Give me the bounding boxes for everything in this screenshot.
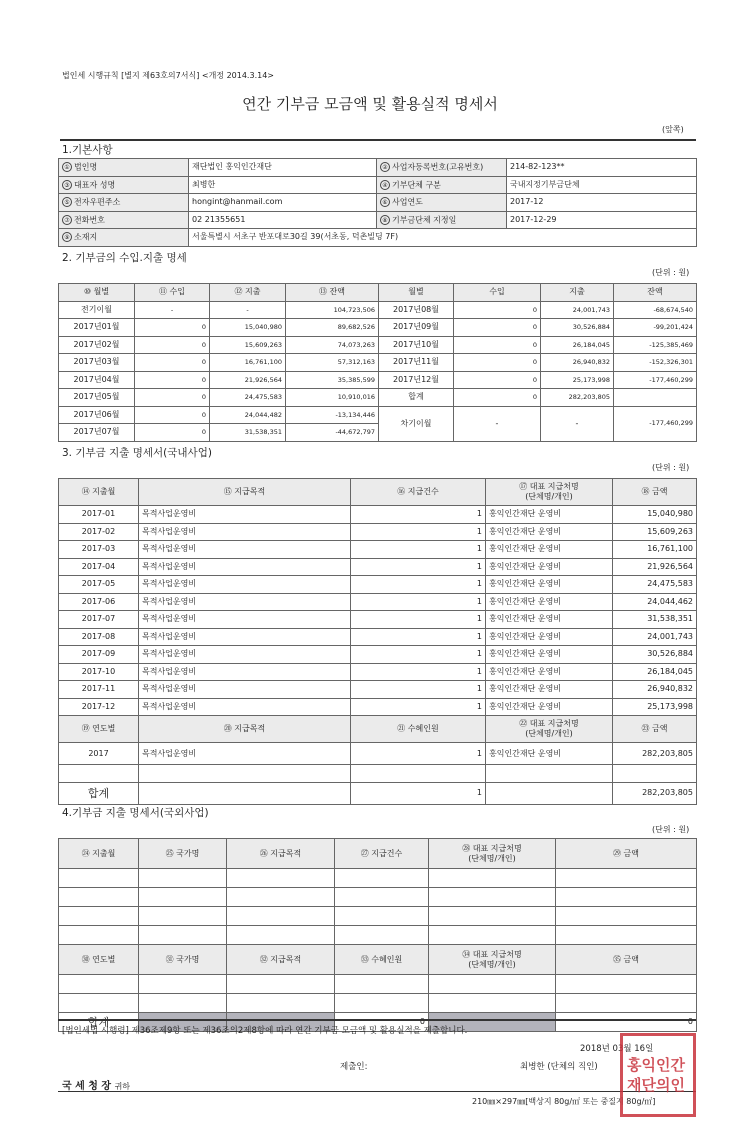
month-cell: 2017-12 bbox=[59, 698, 139, 716]
expense-cell: 26,184,045 bbox=[541, 336, 614, 354]
count-cell: 1 bbox=[351, 558, 486, 576]
count-cell: 1 bbox=[351, 541, 486, 559]
info-label: ③ 대표자 성명 bbox=[59, 176, 189, 194]
count-cell: 1 bbox=[351, 663, 486, 681]
empty-cell bbox=[335, 907, 429, 926]
empty-cell bbox=[613, 765, 697, 783]
total-count: 0 bbox=[335, 1013, 429, 1032]
empty-cell bbox=[335, 926, 429, 945]
info-value: 2017-12-29 bbox=[507, 211, 697, 229]
income-cell: 0 bbox=[454, 319, 541, 337]
recipient-cell: 홍익인간재단 운영비 bbox=[486, 681, 613, 699]
empty-cell bbox=[227, 907, 335, 926]
month-cell: 2017년11월 bbox=[379, 354, 454, 372]
month-cell: 전기이월 bbox=[59, 301, 135, 319]
purpose-cell: 목적사업운영비 bbox=[139, 506, 351, 524]
table-row bbox=[59, 663, 697, 681]
empty-cell bbox=[486, 782, 613, 804]
empty-cell bbox=[227, 975, 335, 994]
count-cell: 1 bbox=[351, 506, 486, 524]
income-cell: - bbox=[135, 301, 210, 319]
month-cell: 2017년07월 bbox=[59, 424, 135, 442]
month-cell: 2017-04 bbox=[59, 558, 139, 576]
income-cell: 0 bbox=[135, 336, 210, 354]
carryover-income: - bbox=[454, 406, 541, 441]
month-cell: 2017년06월 bbox=[59, 406, 135, 424]
month-cell: 2017-05 bbox=[59, 576, 139, 594]
column-header: ⑭ 지출월 bbox=[59, 479, 139, 506]
count-cell: 1 bbox=[351, 646, 486, 664]
empty-cell bbox=[59, 765, 139, 783]
column-header: ㉚ 연도별 bbox=[59, 945, 139, 975]
info-label: ① 법인명 bbox=[59, 159, 189, 177]
info-value: 214-82-123** bbox=[507, 159, 697, 177]
table-row bbox=[59, 681, 697, 699]
month-cell: 2017-11 bbox=[59, 681, 139, 699]
empty-cell bbox=[139, 888, 227, 907]
count-cell: 1 bbox=[351, 743, 486, 765]
empty-cell bbox=[335, 888, 429, 907]
empty-cell bbox=[139, 926, 227, 945]
balance-cell: 10,910,016 bbox=[286, 389, 379, 407]
month-cell: 2017년03월 bbox=[59, 354, 135, 372]
empty-cell bbox=[429, 994, 556, 1013]
income-cell: 0 bbox=[454, 389, 541, 407]
table-row bbox=[59, 406, 697, 424]
empty-cell bbox=[59, 975, 139, 994]
balance-cell: 35,385,599 bbox=[286, 371, 379, 389]
count-cell: 1 bbox=[351, 681, 486, 699]
info-value: 재단법인 홍익인간재단 bbox=[189, 159, 377, 177]
expense-cell: 31,538,351 bbox=[210, 424, 286, 442]
submission-statement: [법인세법 시행령] 제36조제9항 또는 제36조의2제8항에 따라 연간 기부금 모금액 및 활용실적을 제출합니다. bbox=[62, 1026, 468, 1036]
recipient-cell: 홍익인간재단 운영비 bbox=[486, 646, 613, 664]
year-row bbox=[59, 743, 697, 765]
empty-cell bbox=[335, 869, 429, 888]
empty-cell bbox=[335, 975, 429, 994]
column-header: ⑯ 지급건수 bbox=[351, 479, 486, 506]
month-cell: 2017년01월 bbox=[59, 319, 135, 337]
purpose-cell: 목적사업운영비 bbox=[139, 698, 351, 716]
empty-cell bbox=[227, 994, 335, 1013]
recipient-cell: 홍익인간재단 운영비 bbox=[486, 663, 613, 681]
recipient: 국 세 청 장 귀하 bbox=[62, 1081, 131, 1092]
empty-cell bbox=[335, 994, 429, 1013]
month-cell: 2017-09 bbox=[59, 646, 139, 664]
month-cell: 2017년08월 bbox=[379, 301, 454, 319]
carryover-label: 차기이월 bbox=[379, 406, 454, 441]
total-row bbox=[59, 782, 697, 804]
column-header: ㉔ 지출월 bbox=[59, 839, 139, 869]
month-cell: 2017년12월 bbox=[379, 371, 454, 389]
info-value: 02 21355651 bbox=[189, 211, 377, 229]
expense-cell: 21,926,564 bbox=[210, 371, 286, 389]
form-title: 연간 기부금 모금액 및 활용실적 명세서 bbox=[242, 95, 498, 113]
empty-cell bbox=[556, 975, 697, 994]
carryover-balance: -177,460,299 bbox=[614, 406, 697, 441]
column-header: ㉓ 금액 bbox=[613, 716, 697, 743]
count-cell: 1 bbox=[351, 593, 486, 611]
column-header: 월별 bbox=[379, 284, 454, 302]
empty-cell bbox=[227, 869, 335, 888]
count-cell: 1 bbox=[351, 628, 486, 646]
section3-unit: (단위 : 원) bbox=[652, 463, 690, 472]
section2-unit: (단위 : 원) bbox=[652, 268, 690, 277]
month-cell: 2017-06 bbox=[59, 593, 139, 611]
total-count: 1 bbox=[351, 782, 486, 804]
column-header: ⑲ 연도별 bbox=[59, 716, 139, 743]
column-header: ㉟ 금액 bbox=[556, 945, 697, 975]
column-header: ⑪ 수입 bbox=[135, 284, 210, 302]
info-value: 최병한 bbox=[189, 176, 377, 194]
balance-cell: -44,672,797 bbox=[286, 424, 379, 442]
expense-cell: 282,203,805 bbox=[541, 389, 614, 407]
column-header: 지출 bbox=[541, 284, 614, 302]
table-row bbox=[59, 558, 697, 576]
month-cell: 2017년09월 bbox=[379, 319, 454, 337]
expense-cell: 15,040,980 bbox=[210, 319, 286, 337]
amount-cell: 26,184,045 bbox=[613, 663, 697, 681]
info-label: ⑧ 기부금단체 지정일 bbox=[377, 211, 507, 229]
section3-title: 3. 기부금 지출 명세서(국내사업) bbox=[62, 447, 212, 459]
regulation-text: 법인세 시행규칙 [별지 제63호의7서식] <개정 2014.3.14> bbox=[62, 71, 274, 80]
info-label: ⑤ 전자우편주소 bbox=[59, 194, 189, 212]
table-row bbox=[59, 506, 697, 524]
column-header: ㉝ 수혜인원 bbox=[335, 945, 429, 975]
column-header: ㉕ 국가명 bbox=[139, 839, 227, 869]
amount-cell: 21,926,564 bbox=[613, 558, 697, 576]
purpose-cell: 목적사업운영비 bbox=[139, 593, 351, 611]
amount-cell: 24,475,583 bbox=[613, 576, 697, 594]
section4-title: 4.기부금 지출 명세서(국외사업) bbox=[62, 807, 209, 819]
page-side-label: (앞쪽) bbox=[662, 125, 684, 134]
month-cell: 2017년04월 bbox=[59, 371, 135, 389]
month-cell: 2017년05월 bbox=[59, 389, 135, 407]
recipient-cell: 홍익인간재단 운영비 bbox=[486, 541, 613, 559]
column-header: 수입 bbox=[454, 284, 541, 302]
recipient-cell: 홍익인간재단 운영비 bbox=[486, 628, 613, 646]
balance-cell: -125,385,469 bbox=[614, 336, 697, 354]
balance-cell bbox=[614, 389, 697, 407]
expense-cell: 24,475,583 bbox=[210, 389, 286, 407]
recipient-cell: 홍익인간재단 운영비 bbox=[486, 698, 613, 716]
balance-cell: 104,723,506 bbox=[286, 301, 379, 319]
expense-cell: 26,940,832 bbox=[541, 354, 614, 372]
submission-date: 2018년 03월 16일 bbox=[580, 1044, 654, 1054]
column-header: ㉜ 지급목적 bbox=[227, 945, 335, 975]
empty-cell bbox=[429, 907, 556, 926]
carryover-expense: - bbox=[541, 406, 614, 441]
balance-cell: 74,073,263 bbox=[286, 336, 379, 354]
total-label: 합계 bbox=[59, 782, 139, 804]
total-label: 합계 bbox=[59, 1013, 139, 1032]
paper-spec: 210㎜×297㎜[백상지 80g/㎡ 또는 중질지 80g/㎡] bbox=[472, 1097, 656, 1106]
info-label: ⑨ 소재지 bbox=[59, 229, 189, 247]
info-label: ⑥ 사업연도 bbox=[377, 194, 507, 212]
empty-cell bbox=[429, 869, 556, 888]
recipient-cell: 홍익인간재단 운영비 bbox=[486, 523, 613, 541]
expense-cell: 24,044,482 bbox=[210, 406, 286, 424]
table-row bbox=[59, 389, 697, 407]
amount-cell: 31,538,351 bbox=[613, 611, 697, 629]
column-header: ⑱ 금액 bbox=[613, 479, 697, 506]
month-cell: 2017-10 bbox=[59, 663, 139, 681]
column-header: ⑳ 지급목적 bbox=[139, 716, 351, 743]
empty-cell bbox=[227, 926, 335, 945]
domestic-expense-table bbox=[58, 478, 697, 805]
month-cell: 2017년02월 bbox=[59, 336, 135, 354]
empty-cell bbox=[556, 994, 697, 1013]
purpose-cell: 목적사업운영비 bbox=[139, 646, 351, 664]
table-row bbox=[59, 698, 697, 716]
column-header: ⑩ 월별 bbox=[59, 284, 135, 302]
income-cell: 0 bbox=[135, 319, 210, 337]
table-row bbox=[59, 354, 697, 372]
address-value: 서울특별시 서초구 반포대로30길 39(서초동, 덕촌빌딩 7F) bbox=[189, 229, 697, 247]
income-cell: 0 bbox=[454, 336, 541, 354]
balance-cell: -152,326,301 bbox=[614, 354, 697, 372]
total-amount: 0 bbox=[556, 1013, 697, 1032]
table-row bbox=[59, 628, 697, 646]
info-row bbox=[59, 211, 697, 229]
purpose-cell: 목적사업운영비 bbox=[139, 558, 351, 576]
income-cell: 0 bbox=[135, 389, 210, 407]
table-row bbox=[59, 576, 697, 594]
section1-title: 1.기본사항 bbox=[62, 144, 113, 156]
balance-cell: -13,134,446 bbox=[286, 406, 379, 424]
recipient-cell: 홍익인간재단 운영비 bbox=[486, 506, 613, 524]
recipient-cell: 홍익인간재단 운영비 bbox=[486, 558, 613, 576]
table-row bbox=[59, 593, 697, 611]
amount-cell: 24,044,462 bbox=[613, 593, 697, 611]
empty-cell bbox=[59, 994, 139, 1013]
empty-cell bbox=[429, 888, 556, 907]
overseas-expense-table bbox=[58, 838, 697, 1032]
info-value: 국내지정기부금단체 bbox=[507, 176, 697, 194]
expense-cell: - bbox=[210, 301, 286, 319]
income-cell: 0 bbox=[135, 424, 210, 442]
column-header: ⑫ 지출 bbox=[210, 284, 286, 302]
purpose-cell: 목적사업운영비 bbox=[139, 628, 351, 646]
month-cell: 2017-01 bbox=[59, 506, 139, 524]
amount-cell: 24,001,743 bbox=[613, 628, 697, 646]
empty-cell bbox=[556, 888, 697, 907]
column-header: ㉞ 대표 지급처명 (단체명/개인) bbox=[429, 945, 556, 975]
balance-cell: -68,674,540 bbox=[614, 301, 697, 319]
submitter-name: 최병한 (단체의 직인) bbox=[520, 1062, 598, 1072]
income-expense-table bbox=[58, 283, 697, 442]
recipient-cell: 홍익인간재단 운영비 bbox=[486, 576, 613, 594]
income-cell: 0 bbox=[135, 354, 210, 372]
info-label: ④ 기부단체 구분 bbox=[377, 176, 507, 194]
empty-cell bbox=[139, 975, 227, 994]
basic-info-table bbox=[58, 158, 697, 247]
amount-cell: 282,203,805 bbox=[613, 743, 697, 765]
info-label: ⑦ 전화번호 bbox=[59, 211, 189, 229]
purpose-cell: 목적사업운영비 bbox=[139, 681, 351, 699]
purpose-cell: 목적사업운영비 bbox=[139, 743, 351, 765]
column-header: ㉛ 국가명 bbox=[139, 945, 227, 975]
month-cell: 2017-03 bbox=[59, 541, 139, 559]
expense-cell: 30,526,884 bbox=[541, 319, 614, 337]
column-header: ㉒ 대표 지급처명 (단체명/개인) bbox=[486, 716, 613, 743]
purpose-cell: 목적사업운영비 bbox=[139, 576, 351, 594]
balance-cell: -177,460,299 bbox=[614, 371, 697, 389]
empty-cell bbox=[59, 907, 139, 926]
month-cell: 2017-07 bbox=[59, 611, 139, 629]
month-cell: 합계 bbox=[379, 389, 454, 407]
count-cell: 1 bbox=[351, 523, 486, 541]
recipient-cell: 홍익인간재단 운영비 bbox=[486, 593, 613, 611]
empty-cell bbox=[139, 782, 351, 804]
income-cell: 0 bbox=[135, 371, 210, 389]
column-header: ㉖ 지급목적 bbox=[227, 839, 335, 869]
info-label: ② 사업자등록번호(고유번호) bbox=[377, 159, 507, 177]
balance-cell: 57,312,163 bbox=[286, 354, 379, 372]
count-cell: 1 bbox=[351, 611, 486, 629]
info-row bbox=[59, 176, 697, 194]
table-row bbox=[59, 336, 697, 354]
info-row bbox=[59, 194, 697, 212]
empty-cell bbox=[59, 926, 139, 945]
purpose-cell: 목적사업운영비 bbox=[139, 663, 351, 681]
empty-cell bbox=[59, 888, 139, 907]
column-header: ⑬ 잔액 bbox=[286, 284, 379, 302]
amount-cell: 16,761,100 bbox=[613, 541, 697, 559]
submitter-label: 제출인: bbox=[340, 1062, 368, 1072]
purpose-cell: 목적사업운영비 bbox=[139, 611, 351, 629]
amount-cell: 15,040,980 bbox=[613, 506, 697, 524]
empty-cell bbox=[556, 907, 697, 926]
info-value: 2017-12 bbox=[507, 194, 697, 212]
empty-cell bbox=[139, 765, 351, 783]
section4-unit: (단위 : 원) bbox=[652, 825, 690, 834]
month-cell: 2017년10월 bbox=[379, 336, 454, 354]
balance-cell: -99,201,424 bbox=[614, 319, 697, 337]
expense-cell: 15,609,263 bbox=[210, 336, 286, 354]
official-seal: 홍익인간재단의인 bbox=[620, 1033, 696, 1117]
table-row bbox=[59, 319, 697, 337]
empty-cell bbox=[429, 926, 556, 945]
amount-cell: 15,609,263 bbox=[613, 523, 697, 541]
amount-cell: 30,526,884 bbox=[613, 646, 697, 664]
section2-title: 2. 기부금의 수입.지출 명세 bbox=[62, 252, 187, 264]
recipient-cell: 홍익인간재단 운영비 bbox=[486, 743, 613, 765]
recipient-cell: 홍익인간재단 운영비 bbox=[486, 611, 613, 629]
column-header: ㉑ 수혜인원 bbox=[351, 716, 486, 743]
empty-cell bbox=[429, 975, 556, 994]
income-cell: 0 bbox=[454, 301, 541, 319]
empty-cell bbox=[351, 765, 486, 783]
income-cell: 0 bbox=[454, 371, 541, 389]
count-cell: 1 bbox=[351, 698, 486, 716]
purpose-cell: 목적사업운영비 bbox=[139, 541, 351, 559]
table-row bbox=[59, 523, 697, 541]
empty-cell bbox=[556, 926, 697, 945]
column-header: ㉙ 금액 bbox=[556, 839, 697, 869]
column-header: ㉘ 대표 지급처명 (단체명/개인) bbox=[429, 839, 556, 869]
amount-cell: 26,940,832 bbox=[613, 681, 697, 699]
balance-cell: 89,682,526 bbox=[286, 319, 379, 337]
month-cell: 2017-08 bbox=[59, 628, 139, 646]
year-cell: 2017 bbox=[59, 743, 139, 765]
table-row bbox=[59, 646, 697, 664]
table-row bbox=[59, 301, 697, 319]
empty-cell bbox=[139, 907, 227, 926]
empty-cell bbox=[139, 869, 227, 888]
empty-cell bbox=[59, 869, 139, 888]
info-value: hongint@hanmail.com bbox=[189, 194, 377, 212]
expense-cell: 24,001,743 bbox=[541, 301, 614, 319]
table-row bbox=[59, 541, 697, 559]
column-header: ㉗ 지급건수 bbox=[335, 839, 429, 869]
income-cell: 0 bbox=[454, 354, 541, 372]
table-row bbox=[59, 371, 697, 389]
count-cell: 1 bbox=[351, 576, 486, 594]
column-header: ⑰ 대표 지급처명 (단체명/개인) bbox=[486, 479, 613, 506]
table-row bbox=[59, 611, 697, 629]
expense-cell: 25,173,998 bbox=[541, 371, 614, 389]
purpose-cell: 목적사업운영비 bbox=[139, 523, 351, 541]
amount-cell: 25,173,998 bbox=[613, 698, 697, 716]
column-header: 잔액 bbox=[614, 284, 697, 302]
empty-cell bbox=[556, 869, 697, 888]
empty-cell bbox=[227, 888, 335, 907]
total-amount: 282,203,805 bbox=[613, 782, 697, 804]
column-header: ⑮ 지급목적 bbox=[139, 479, 351, 506]
expense-cell: 16,761,100 bbox=[210, 354, 286, 372]
empty-cell bbox=[486, 765, 613, 783]
income-cell: 0 bbox=[135, 406, 210, 424]
empty-cell bbox=[139, 994, 227, 1013]
info-row bbox=[59, 159, 697, 177]
month-cell: 2017-02 bbox=[59, 523, 139, 541]
